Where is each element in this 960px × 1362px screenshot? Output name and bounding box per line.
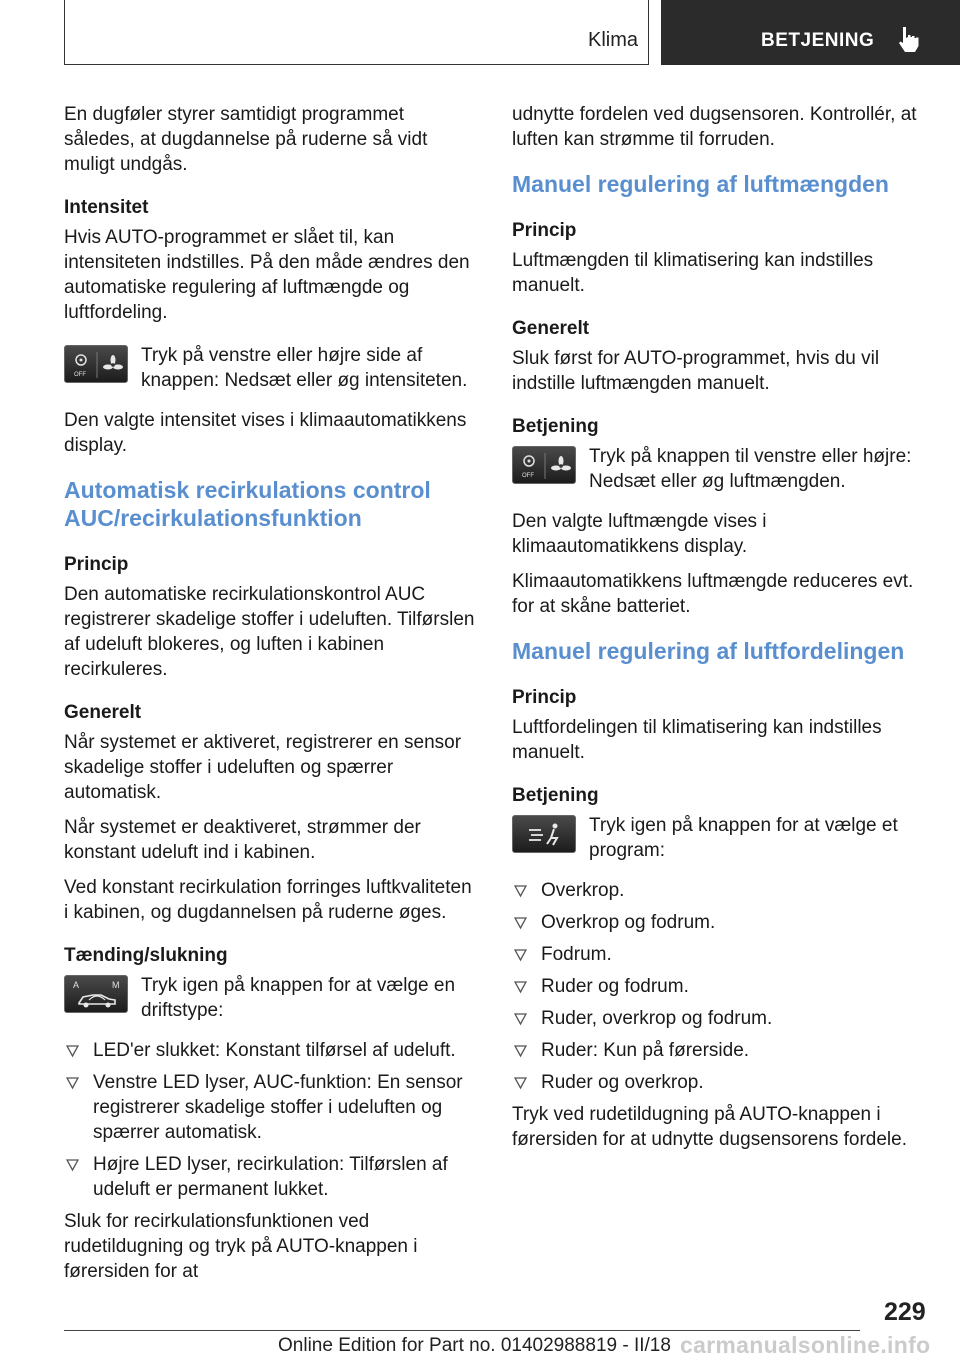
triangle-bullet-icon	[514, 917, 527, 930]
luftfordeling-princip-heading: Princip	[512, 687, 577, 708]
m-label: M	[112, 980, 120, 990]
distribution-program-list	[512, 878, 924, 1095]
triangle-bullet-icon	[66, 1159, 79, 1172]
recirculation-car-button-icon	[64, 975, 128, 1013]
triangle-bullet-icon	[514, 1077, 527, 1090]
list-item: Højre LED lyser, recirkulation: Tilførslen af udeluft er permanent lukket.	[64, 1152, 476, 1202]
auc-princip-heading: Princip	[64, 554, 129, 575]
list-item: Overkrop.	[512, 878, 924, 903]
auc-generelt-p3: Ved konstant recirkulation forringes luftkvaliteten i kabinen, og dugdannelsen på ruderne øges.	[64, 877, 472, 923]
fan-off-button-icon	[64, 345, 128, 383]
hand-pointer-icon	[894, 24, 924, 54]
triangle-bullet-icon	[514, 885, 527, 898]
watermark: carmanualsonline.info	[680, 1332, 931, 1358]
luftmaengde-princip-text: Luftmængden til klimatisering kan indstilles manuelt.	[512, 250, 874, 296]
right-column	[512, 102, 924, 1162]
luftmaengde-generelt-text: Sluk først for AUTO-programmet, hvis du vil indstille luftmængden manuelt.	[512, 348, 880, 394]
off-label: OFF	[74, 372, 86, 378]
luftmaengde-princip-heading: Princip	[512, 220, 577, 241]
continuation-paragraph: udnytte fordelen ved dugsensoren. Kontrollér, at luften kan strømme til forruden.	[512, 104, 917, 150]
luftmaengde-heading: Manuel regulering af luftmængden	[512, 171, 889, 197]
luftfordeling-instruction-text: Tryk igen på knappen for at vælge et program:	[589, 815, 898, 861]
a-label: A	[73, 980, 80, 990]
intensitet-after: Den valgte intensitet vises i klimaautomatikkens display.	[64, 410, 467, 456]
luftfordeling-heading: Manuel regulering af luftfordelingen	[512, 638, 905, 664]
luftfordeling-princip-text: Luftfordelingen til klimatisering kan indstilles manuelt.	[512, 717, 882, 763]
auc-generelt-heading: Generelt	[64, 702, 142, 723]
list-item: Ruder og fodrum.	[512, 974, 924, 999]
triangle-bullet-icon	[66, 1045, 79, 1058]
list-item: Venstre LED lyser, AUC-funktion: En sensor registrerer skadelige stoffer i udeluften og spærrer automatisk.	[64, 1070, 476, 1145]
taending-instruction	[64, 973, 476, 1023]
left-column	[64, 102, 476, 1294]
list-item: Ruder: Kun på førerside.	[512, 1038, 924, 1063]
auc-princip-text: Den automatiske recirkulationskontrol AUC registrerer skadelige stoffer i udeluften. Tilførslen af udeluft blokeres, og luften i kabinen recirkuleres.	[64, 584, 475, 680]
luftmaengde-instruction-text: Tryk på knappen til venstre eller højre: Nedsæt eller øg luftmængden.	[589, 446, 912, 492]
chapter-title: BETJENING	[761, 30, 875, 51]
list-item: Fodrum.	[512, 942, 924, 967]
triangle-bullet-icon	[514, 1013, 527, 1026]
intro-paragraph: En dugføler styrer samtidigt programmet således, at dugdannelse på ruderne så vidt muligt undgås.	[64, 104, 428, 175]
triangle-bullet-icon	[66, 1077, 79, 1090]
auc-heading: Automatisk recirkulations control AUC/recirkulationsfunktion	[64, 477, 431, 531]
luftfordeling-closing: Tryk ved rudetildugning på AUTO-knappen i førersiden for at udnytte dugsensorens fordele.	[512, 1104, 908, 1150]
edition-text: Online Edition for Part no. 01402988819 - II/18	[278, 1335, 671, 1356]
list-item: LED'er slukket: Konstant tilførsel af udeluft.	[64, 1038, 476, 1063]
intensitet-heading: Intensitet	[64, 197, 149, 218]
intensitet-instruction-text: Tryk på venstre eller højre side af knappen: Nedsæt eller øg intensiteten.	[141, 345, 468, 391]
luftmaengde-generelt-heading: Generelt	[512, 318, 590, 339]
auc-mode-list	[64, 1038, 476, 1202]
header-section-box	[64, 0, 649, 65]
page-number: 229	[884, 1298, 926, 1326]
luftmaengde-p1: Den valgte luftmængde vises i klimaautomatikkens display.	[512, 511, 767, 557]
taending-heading: Tænding/slukning	[64, 945, 228, 966]
list-item: Ruder og overkrop.	[512, 1070, 924, 1095]
taending-instruction-text: Tryk igen på knappen for at vælge en driftstype:	[141, 975, 456, 1021]
luftfordeling-betjening-heading: Betjening	[512, 785, 599, 806]
auc-generelt-p2: Når systemet er deaktiveret, strømmer der konstant udeluft ind i kabinen.	[64, 817, 421, 863]
luftmaengde-instruction	[512, 444, 924, 494]
intensitet-text: Hvis AUTO-programmet er slået til, kan intensiteten indstilles. På den måde ændres den automatiske regulering af luftmængde og luftfordeling.	[64, 227, 470, 323]
auc-closing: Sluk for recirkulationsfunktionen ved rudetildugning og tryk på AUTO-knappen i førersiden for at	[64, 1211, 418, 1282]
list-item: Overkrop og fodrum.	[512, 910, 924, 935]
off-label: OFF	[522, 473, 534, 479]
footer-divider	[64, 1330, 860, 1331]
luftmaengde-p2: Klimaautomatikkens luftmængde reduceres evt. for at skåne batteriet.	[512, 571, 914, 617]
luftmaengde-betjening-heading: Betjening	[512, 416, 599, 437]
intensitet-instruction	[64, 343, 476, 393]
air-distribution-button-icon	[512, 815, 576, 853]
section-title: Klima	[587, 29, 638, 51]
triangle-bullet-icon	[514, 1045, 527, 1058]
triangle-bullet-icon	[514, 949, 527, 962]
chapter-tab	[661, 0, 960, 65]
fan-off-button-icon	[512, 446, 576, 484]
triangle-bullet-icon	[514, 981, 527, 994]
luftfordeling-instruction	[512, 813, 924, 863]
list-item: Ruder, overkrop og fodrum.	[512, 1006, 924, 1031]
auc-generelt-p1: Når systemet er aktiveret, registrerer en sensor skadelige stoffer i udeluften og spærrer automatisk.	[64, 732, 462, 803]
